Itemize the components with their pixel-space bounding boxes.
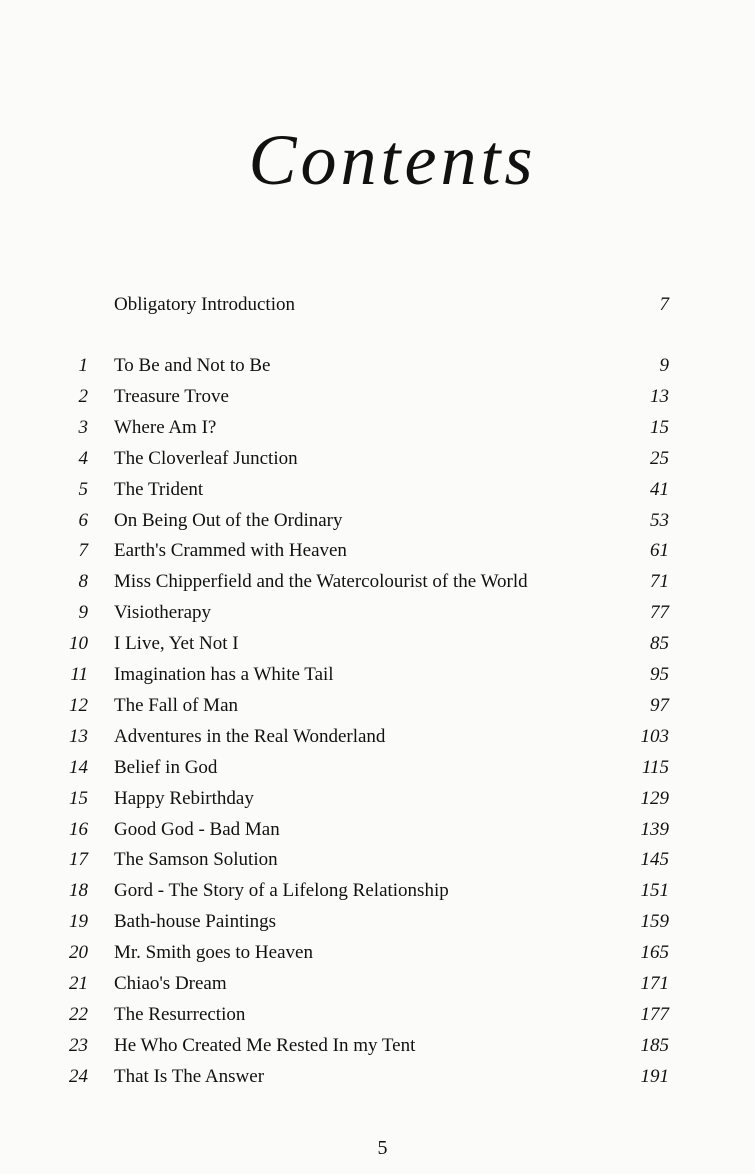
toc-entry-number: 2: [78, 385, 88, 407]
toc-entry-title: Belief in God: [114, 756, 218, 778]
toc-entry-number: 18: [69, 880, 88, 902]
toc-entry-title: Earth's Crammed with Heaven: [114, 540, 347, 562]
toc-entry-title: Miss Chipperfield and the Watercolourist of the World: [114, 571, 528, 593]
toc-entry: [0, 628, 755, 659]
toc-entry-title: The Cloverleaf Junction: [114, 447, 298, 469]
toc-entry: [0, 350, 755, 381]
toc-entry: [0, 721, 755, 752]
toc-entry-page: 145: [640, 849, 669, 871]
toc-entry-title: Adventures in the Real Wonderland: [114, 725, 386, 747]
toc-entry-title: Good God - Bad Man: [114, 818, 280, 840]
toc-entry-title: Treasure Trove: [114, 385, 229, 407]
toc-entry-page: 85: [650, 633, 669, 655]
toc-entry-page: 191: [640, 1065, 669, 1087]
toc-entry: [0, 752, 755, 783]
toc-entry: [0, 566, 755, 597]
toc-entry: [0, 690, 755, 721]
toc-entry-page: 139: [640, 818, 669, 840]
toc-entry-page: 103: [640, 725, 669, 747]
toc-entry: [0, 1061, 755, 1092]
toc-entry-page: 13: [650, 385, 669, 407]
toc-entry-number: 19: [69, 911, 88, 933]
toc-entry: [0, 535, 755, 566]
toc-entry-title: Bath-house Paintings: [114, 911, 277, 933]
toc-entry-page: 159: [640, 911, 669, 933]
toc-entry: [0, 597, 755, 628]
toc-entry-page: 129: [640, 787, 669, 809]
toc-entry: [0, 443, 755, 474]
page-title: Contents: [248, 120, 537, 200]
toc-entry-page: 61: [650, 540, 669, 562]
toc-entry-number: 10: [69, 633, 88, 655]
toc-entry-number: 3: [78, 416, 88, 438]
toc-entry-number: 1: [78, 355, 88, 376]
toc-entry-page: 9: [659, 355, 669, 376]
toc-entry: [0, 474, 755, 505]
toc-entry: [0, 999, 755, 1030]
toc-entry-number: 21: [69, 973, 88, 994]
toc-entry-page: 71: [650, 571, 669, 593]
toc-entry-page: 25: [650, 447, 669, 469]
toc-entry-title: The Trident: [114, 478, 204, 500]
toc-entry-page: 41: [650, 478, 669, 500]
toc-entry-title: Gord - The Story of a Lifelong Relationship: [114, 880, 449, 902]
toc-entry-number: 9: [78, 602, 88, 624]
toc-entry-page: 151: [640, 880, 669, 902]
toc-entry-number: 24: [69, 1065, 88, 1087]
toc-entry-title: Where Am I?: [114, 416, 217, 438]
toc-entry-number: 20: [69, 942, 88, 964]
toc-entry-title: Mr. Smith goes to Heaven: [114, 942, 313, 964]
toc-entry-number: 4: [78, 447, 88, 469]
toc-entry-number: 11: [70, 664, 88, 685]
toc-entry-title: On Being Out of the Ordinary: [114, 509, 343, 531]
toc-entry-number: 14: [69, 756, 88, 778]
toc-entry-page: 165: [640, 942, 669, 964]
toc-entry-number: 15: [69, 787, 88, 809]
toc-entry-title: Imagination has a White Tail: [114, 664, 334, 685]
toc-entry: [0, 814, 755, 845]
toc-entry-page: 7: [659, 294, 669, 315]
toc-entry-number: 23: [69, 1034, 88, 1056]
toc-entry-number: 16: [69, 818, 88, 840]
toc-entry-number: 7: [78, 540, 88, 562]
toc-entry-title: That Is The Answer: [114, 1065, 265, 1087]
toc-entry: [0, 1030, 755, 1061]
toc-introduction: [0, 289, 755, 320]
toc-entry: [0, 875, 755, 906]
toc-entry-number: 6: [78, 509, 88, 531]
toc-entry-title: Obligatory Introduction: [114, 294, 295, 315]
toc-entry-number: 12: [69, 694, 88, 716]
toc-entry: [0, 783, 755, 814]
toc-entry-title: Happy Rebirthday: [114, 787, 254, 809]
toc-entry: [0, 659, 755, 690]
toc-entry-page: 77: [650, 602, 669, 624]
toc-entry-page: 53: [650, 509, 669, 531]
page-number: 5: [377, 1137, 388, 1159]
toc-entry-title: Visiotherapy: [114, 602, 212, 624]
toc-entry-page: 15: [650, 416, 669, 438]
toc-entry-number: 5: [78, 478, 88, 500]
toc-entry-title: To Be and Not to Be: [114, 355, 271, 376]
toc-entry-page: 171: [640, 973, 669, 994]
toc-entry-number: 13: [69, 725, 88, 747]
toc-entry-page: 185: [640, 1034, 669, 1056]
toc-entry-page: 95: [650, 664, 669, 685]
toc-entry-page: 115: [641, 756, 669, 778]
toc-entry: [0, 968, 755, 999]
toc-entry: [0, 505, 755, 536]
toc-entry-page: 97: [650, 694, 669, 716]
toc-entry-page: 177: [640, 1003, 669, 1025]
toc-entry-title: I Live, Yet Not I: [114, 633, 239, 655]
toc-entry: [0, 412, 755, 443]
toc-entry: [0, 381, 755, 412]
toc-entry-number: 22: [69, 1003, 88, 1025]
toc-entry: [0, 844, 755, 875]
toc-entry: [0, 937, 755, 968]
toc-entry-number: 17: [69, 849, 88, 871]
toc-entry-title: Chiao's Dream: [114, 973, 227, 994]
toc-entry-title: The Resurrection: [114, 1003, 246, 1025]
toc-entry-title: The Samson Solution: [114, 849, 278, 871]
toc-entry: [0, 906, 755, 937]
toc-entry-title: The Fall of Man: [114, 694, 239, 716]
toc-entry-number: 8: [78, 571, 88, 593]
toc-entry-title: He Who Created Me Rested In my Tent: [114, 1034, 416, 1056]
